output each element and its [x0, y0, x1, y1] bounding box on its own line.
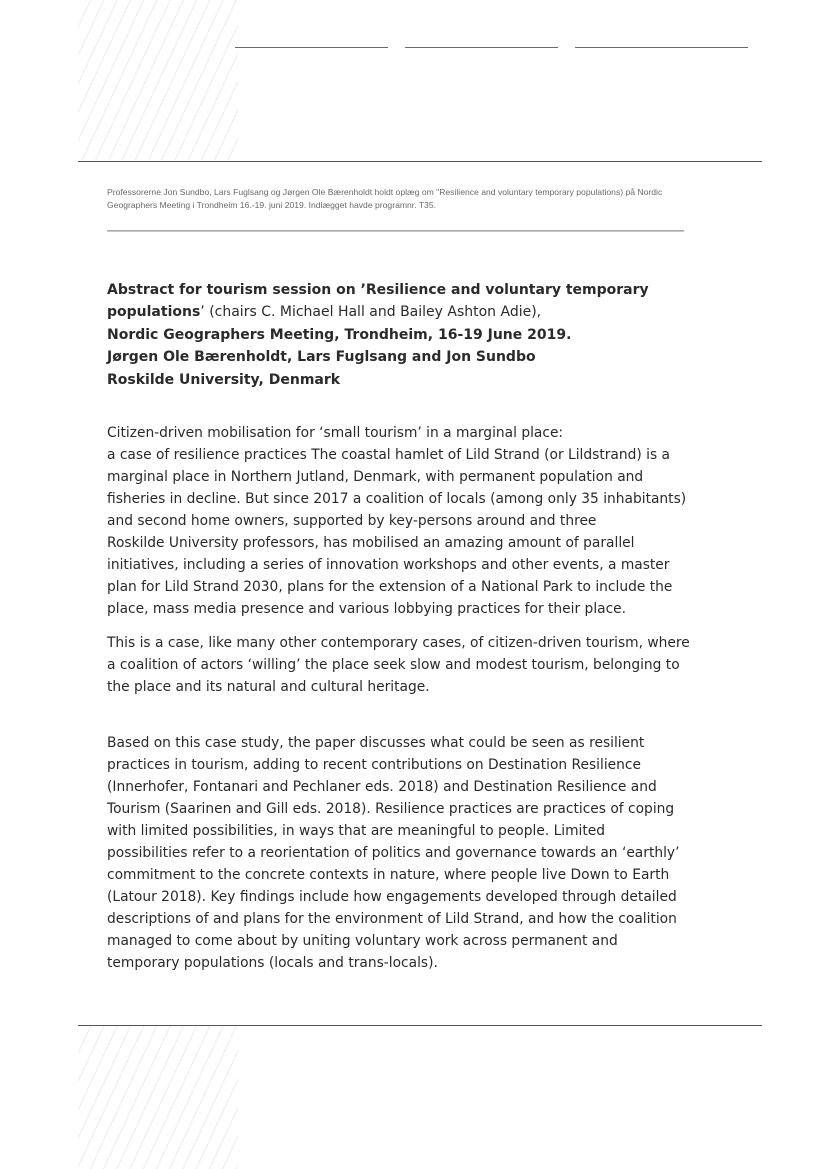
- text-line: marginal place in Northern Jutland, Denmark, with permanent population and: [107, 469, 644, 485]
- text-line: a coalition of actors ‘willing’ the place seek slow and modest tourism, belonging to: [107, 657, 680, 673]
- text-line: managed to come about by uniting voluntary work across permanent and: [107, 933, 618, 949]
- meeting-name: Nordic Geographers Meeting, Trondheim, 16-19 June 2019.: [107, 326, 572, 343]
- text-line: possibilities refer to a reorientation of politics and governance towards an ‘earthly’: [107, 845, 680, 861]
- text-line: initiatives, including a series of innovation workshops and other events, a master: [107, 557, 670, 573]
- text-line: with limited possibilities, in ways that are meaningful to people. Limited: [107, 823, 606, 839]
- text-line: Based on this case study, the paper discusses what could be seen as resilient: [107, 735, 645, 751]
- text-line: temporary populations (locals and trans-locals).: [107, 955, 438, 971]
- affiliation: Roskilde University, Denmark: [107, 371, 341, 388]
- authors: Jørgen Ole Bærenholdt, Lars Fuglsang and Jon Sundbo: [107, 349, 536, 366]
- text-line: Tourism (Saarinen and Gill eds. 2018). Resilience practices are practices of coping: [107, 801, 675, 817]
- text-line: the place and its natural and cultural heritage.: [107, 679, 430, 695]
- top-rule-2: [405, 47, 558, 48]
- abstract-heading: [107, 279, 707, 391]
- top-rule-3: [575, 47, 748, 48]
- text-line: place, mass media presence and various lobbying practices for their place.: [107, 601, 627, 617]
- abstract-title-cont: populations: [107, 304, 201, 321]
- text-line: descriptions of and plans for the environment of Lild Strand, and how the coalition: [107, 911, 677, 927]
- text-line: Roskilde University professors, has mobilised an amazing amount of parallel: [107, 535, 635, 551]
- header-note: Professorerne Jon Sundbo, Lars Fuglsang og Jørgen Ole Bærenholdt holdt oplæg om "Resilience and voluntary temporary populations) på Nordic Geographers Meeting i Trondheim 16.-19. juni 2019. Indlægget havde programnr. T35.: [107, 187, 663, 210]
- text-line: (Latour 2018). Key findings include how engagements developed through detailed: [107, 889, 677, 905]
- abstract-title-line: [107, 279, 707, 301]
- header-divider: [78, 161, 762, 162]
- text-line: a case of resilience practices The coastal hamlet of Lild Strand (or Lildstrand) is a: [107, 447, 670, 463]
- abstract-title: Abstract for tourism session on ’Resilience and voluntary temporary: [107, 282, 649, 298]
- decorative-hatch-top: [78, 0, 238, 160]
- text-line: commitment to the concrete contexts in nature, where people live Down to Earth: [107, 867, 670, 883]
- top-rule-1: [235, 47, 388, 48]
- note-divider: [107, 230, 684, 232]
- footer-divider: [78, 1025, 762, 1026]
- text-line: plan for Lild Strand 2030, plans for the extension of a National Park to include the: [107, 579, 673, 595]
- decorative-hatch-bottom: [78, 1026, 238, 1169]
- text-line: practices in tourism, adding to recent contributions on Destination Resilience: [107, 757, 641, 773]
- text-line: and second home owners, supported by key-persons around and three: [107, 513, 597, 529]
- text-line: fisheries in decline. But since 2017 a coalition of locals (among only 35 inhabitants): [107, 491, 687, 507]
- affiliation-line: [107, 369, 707, 391]
- paragraph-2: [107, 632, 690, 698]
- meeting-line: [107, 324, 707, 346]
- abstract-chairs: ’ (chairs C. Michael Hall and Bailey Ashton Adie),: [200, 304, 542, 321]
- text-line: Citizen-driven mobilisation for ‘small tourism’ in a marginal place:: [107, 425, 564, 441]
- authors-line: [107, 346, 707, 368]
- paragraph-3: [107, 732, 687, 974]
- text-line: This is a case, like many other contemporary cases, of citizen-driven tourism, where: [107, 635, 690, 651]
- text-line: (Innerhofer, Fontanari and Pechlaner eds. 2018) and Destination Resilience and: [107, 779, 657, 795]
- abstract-title-line-2: [107, 301, 707, 323]
- paragraph-1: [107, 422, 687, 620]
